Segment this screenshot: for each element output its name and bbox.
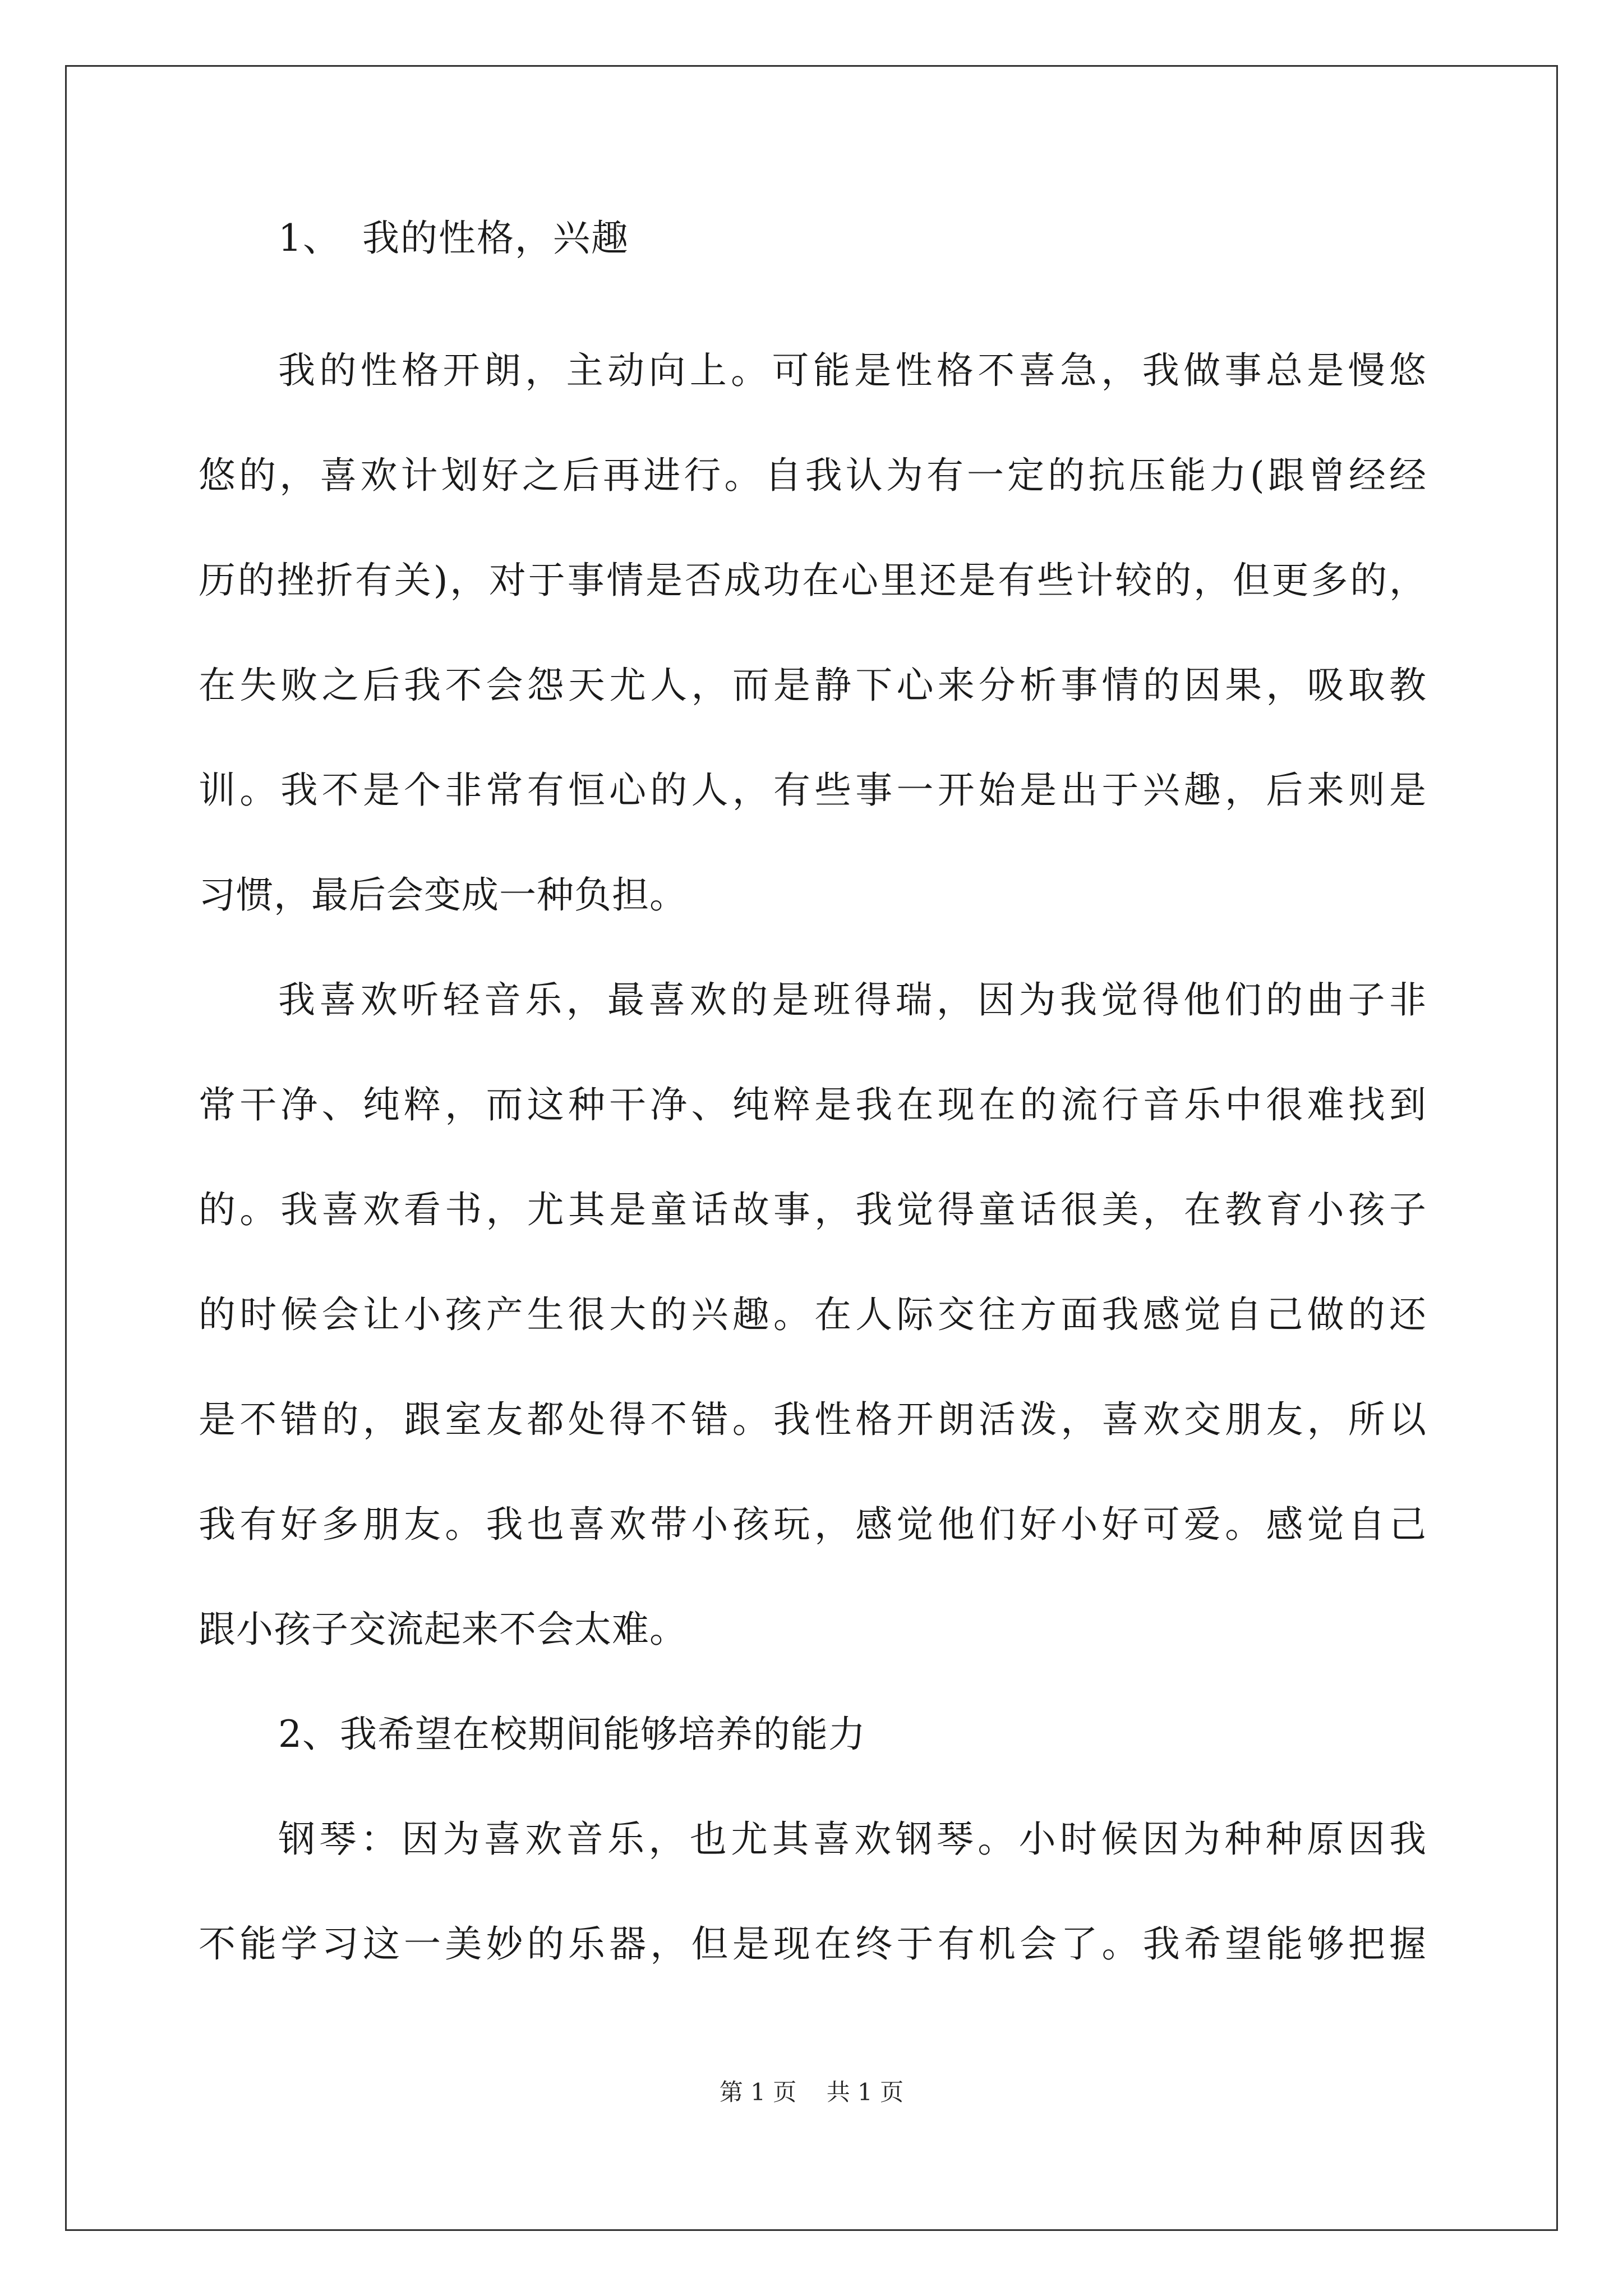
text-line: 训。我不是个非常有恒心的人，有些事一开始是出于兴趣，后来则是	[199, 769, 1427, 812]
page-number: 第 1 页	[719, 2078, 797, 2106]
text-line: 不能学习这一美妙的乐器，但是现在终于有机会了。我希望能够把握	[199, 1922, 1427, 1966]
page-footer	[0, 2076, 1623, 2109]
text-line: 是不错的，跟室友都处得不错。我性格开朗活泼，喜欢交朋友，所以	[199, 1398, 1427, 1441]
text-line: 悠的，喜欢计划好之后再进行。自我认为有一定的抗压能力(跟曾经经	[199, 454, 1427, 497]
text-line: 我的性格开朗，主动向上。可能是性格不喜急，我做事总是慢悠	[278, 349, 1427, 392]
paragraph-interests	[199, 947, 1427, 1682]
section-number: 2、	[278, 1713, 340, 1756]
text-line: 我有好多朋友。我也喜欢带小孩玩，感觉他们好小好可爱。感觉自己	[199, 1503, 1427, 1546]
page-total: 共 1 页	[826, 2078, 904, 2106]
section-title: 我希望在校期间能够培养的能力	[340, 1713, 866, 1756]
spacer	[199, 264, 1427, 318]
text-line: 钢琴：因为喜欢音乐，也尤其喜欢钢琴。小时候因为种种原因我	[278, 1818, 1427, 1861]
text-line: 我喜欢听轻音乐，最喜欢的是班得瑞，因为我觉得他们的曲子非	[278, 978, 1427, 1022]
text-line: 在失败之后我不会怨天尤人，而是静下心来分析事情的因果，吸取教	[199, 664, 1427, 707]
text-line: 的。我喜欢看书，尤其是童话故事，我觉得童话很美，在教育小孩子	[199, 1188, 1427, 1231]
paragraph-personality	[199, 318, 1427, 947]
text-line: 的时候会让小孩产生很大的兴趣。在人际交往方面我感觉自己做的还	[199, 1293, 1427, 1336]
text-line: 习惯，最后会变成一种负担。	[199, 873, 687, 917]
document-body	[199, 213, 1427, 1996]
paragraph-piano	[199, 1787, 1427, 1996]
section-heading-1	[199, 213, 1427, 264]
section-number: 1、	[278, 217, 341, 260]
text-line: 常干净、纯粹，而这种干净、纯粹是我在现在的流行音乐中很难找到	[199, 1083, 1427, 1126]
section-heading-2	[199, 1682, 1427, 1787]
text-line: 历的挫折有关)，对于事情是否成功在心里还是有些计较的，但更多的，	[199, 559, 1427, 602]
section-title: 我的性格，兴趣	[362, 217, 629, 260]
text-line: 跟小孩子交流起来不会太难。	[199, 1608, 687, 1651]
